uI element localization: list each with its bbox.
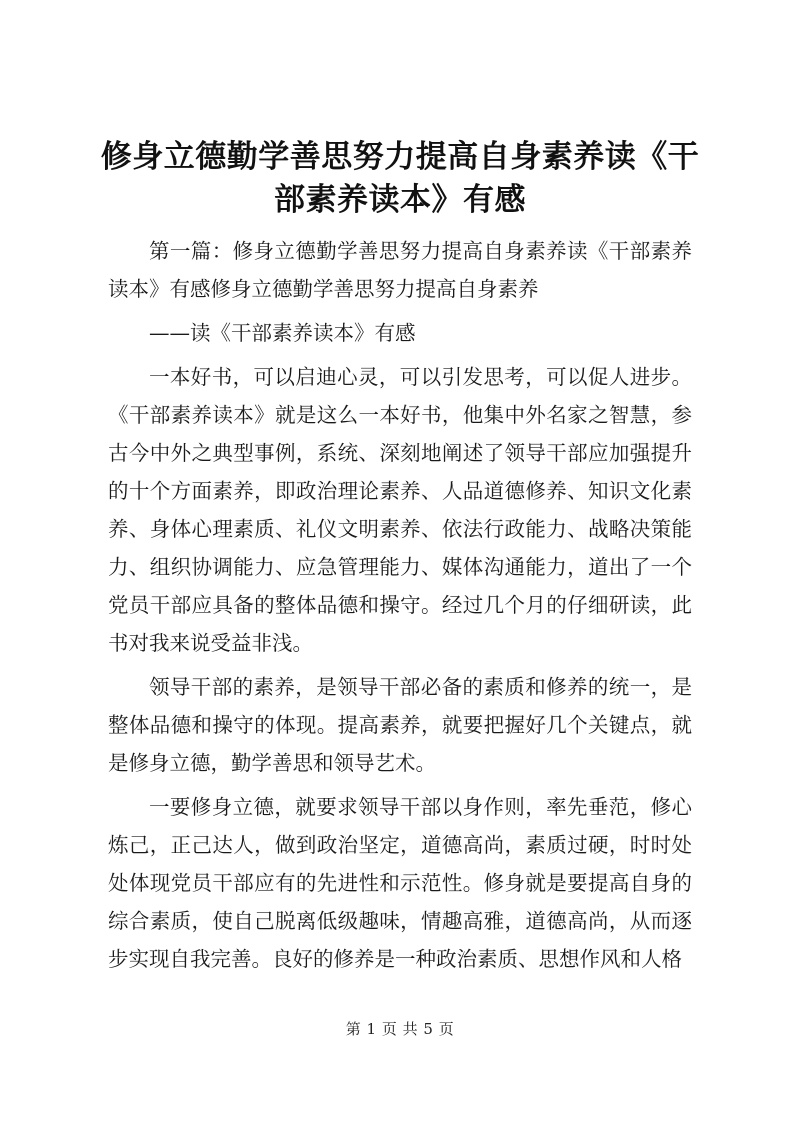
paragraph-leadership-qualities: 领导干部的素养，是领导干部必备的素质和修养的统一，是整体品德和操守的体现。提高素养，就要把握好几个关键点，就是修身立德，勤学善思和领导艺术。 (108, 675, 692, 775)
paragraph-book-overview: 一本好书，可以启迪心灵，可以引发思考，可以促人进步。《干部素养读本》就是这么一本好书，他集中外名家之智慧，参古今中外之典型事例，系统、深刻地阐述了领导干部应加强提升的十个方面素养，即政治理论素养、人品道德修养、知识文化素养、身体心理素质、礼仪文明素养、依法行政能力、战略决策能力、组织协调能力、应急管理能力、媒体沟通能力，道出了一个党员干部应具备的整体品德和操守。经过几个月的仔细研读，此书对我来说受益非浅。 (108, 365, 692, 655)
paragraph-self-cultivation: 一要修身立德，就要求领导干部以身作则，率先垂范，修心炼己，正己达人，做到政治坚定，道德高尚，素质过硬，时时处处体现党员干部应有的先进性和示范性。修身就是要提高自身的综合素质，使自己脱离低级趣味，情趣高雅，道德高尚，从而逐步实现自我完善。良好的修养是一种政治素质、思想作风和人格 (108, 795, 692, 971)
paragraph-intro: 第一篇：修身立德勤学善思努力提高自身素养读《干部素养读本》有感修身立德勤学善思努力提高自身素养 (108, 239, 692, 301)
page-number-footer: 第 1 页 共 5 页 (345, 1020, 455, 1038)
document-title: 修身立德勤学善思努力提高自身素养读《干部素养读本》有感 (100, 139, 700, 218)
document-body (108, 232, 692, 978)
paragraph-subtitle: ——读《干部素养读本》有感 (149, 321, 416, 345)
